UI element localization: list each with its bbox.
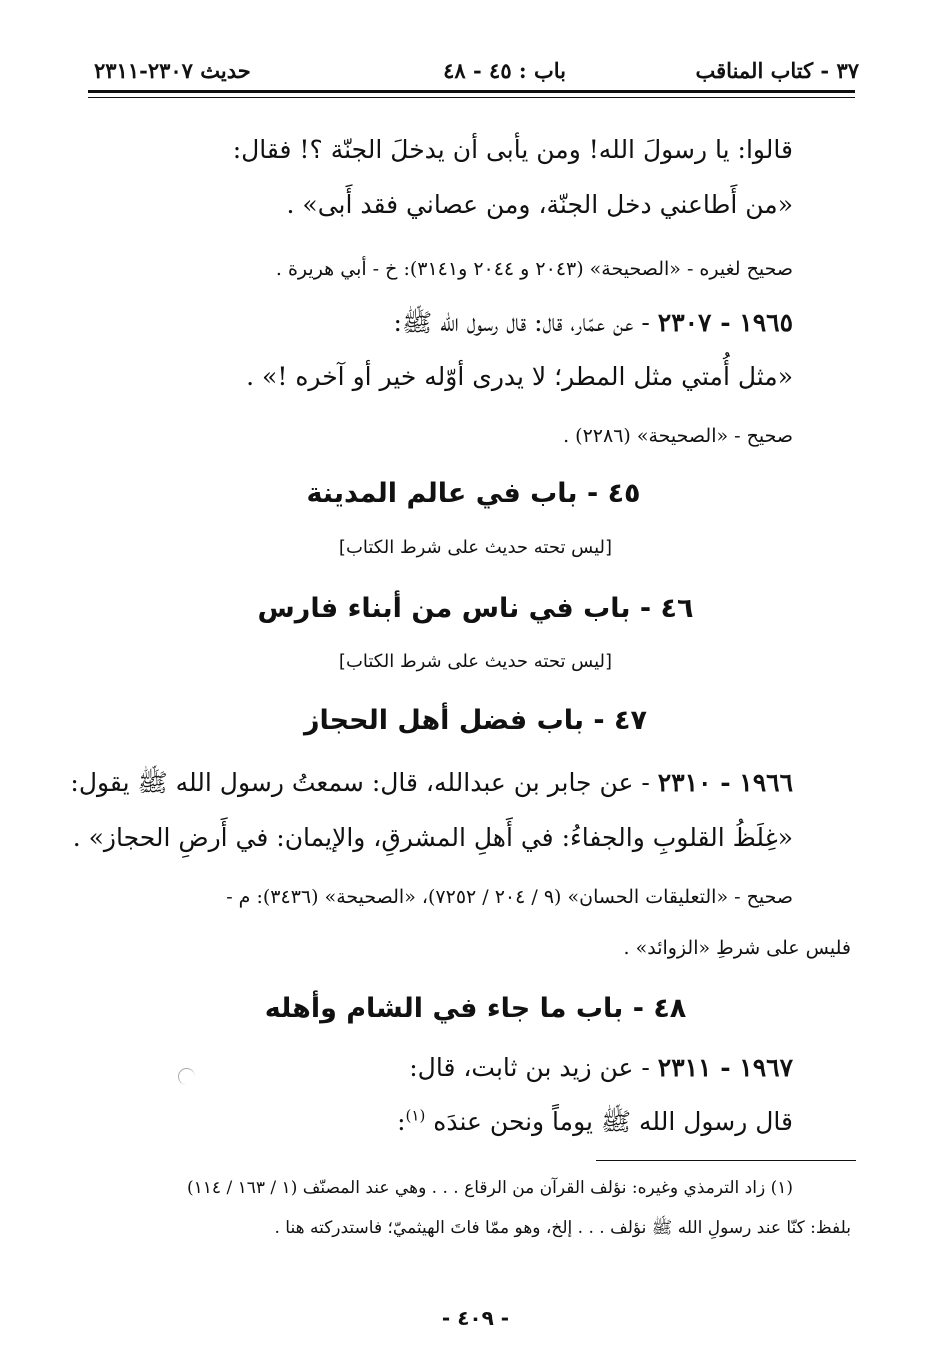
footnote-rule [596,1160,856,1161]
hadith-1966-intro [70,767,793,804]
scan-mark [178,1068,195,1085]
hadith-1967-intro [409,1053,793,1082]
chapter-48-title: ٤٨ - باب ما جاء في الشام وأهله [264,993,687,1024]
hadith-text: قال رسول الله ﷺ يوماً ونحن عندَه [433,1107,793,1136]
page-number: - ٤٠٩ - [441,1306,510,1330]
footnote-line: (١) زاد الترمذي وغيره: نؤلف القرآن من الرقاع . . . وهي عند المصنّف (١ / ١٦٣ / ١١٤) [187,1178,793,1198]
hadith-chain: - عن جابر بن عبدالله، قال: سمعتُ رسول الله ﷺ يقول: [70,768,658,797]
grading-line-continued: فليس على شرطِ «الزوائد» . [623,937,851,959]
grading-line: صحيح لغيره - «الصحيحة» (٢٠٤٣ و ٢٠٤٤ و٣١٤١): خ - أبي هريرة . [275,258,793,280]
header-hadith-range: حديث ٢٣٠٧-٢٣١١ [94,58,251,83]
grading-line: صحيح - «الصحيحة» (٢٢٨٦) . [563,425,793,447]
chapter-45-note: [ليس تحته حديث على شرط الكتاب] [338,537,613,558]
chapter-46-title: ٤٦ - باب في ناس من أبناء فارس [257,593,694,624]
header-rule-thin [88,97,855,98]
header-book-title: ٣٧ - كتاب المناقب [695,58,859,83]
hadith-text-tail: : [397,1107,406,1136]
hadith-1965-intro [394,307,793,344]
text-line: «من أَطاعني دخل الجنّة، ومن عصاني فقد أَبى» . [286,190,793,219]
footnote-line: بلفظ: كنّا عند رسولِ الله ﷺ نؤلف . . . إلخ، وهو ممّا فاتَ الهيثميّ؛ فاستدركته هنا . [274,1218,851,1238]
hadith-chain: - عن عمّار، قال: قال رسول الله ﷺ: [393,308,658,337]
hadith-number: ١٩٦٥ - ٢٣٠٧ [657,308,793,337]
hadith-1965-text: «مثل أُمتي مثل المطر؛ لا يدرى أوّله خير أو آخره !» . [246,362,793,391]
text-line: قالوا: يا رسولَ الله! ومن يأبى أن يدخلَ الجنّة ؟! فقال: [232,135,793,164]
hadith-1966-text: «غِلَظُ القلوبِ والجفاءُ: في أَهلِ المشرقِ، والإيمان: في أَرضِ الحجاز» . [72,823,793,852]
header-rule-thick [88,90,855,93]
hadith-1967-text [397,1106,793,1143]
footnote-reference: (١) [405,1106,426,1125]
hadith-number: ١٩٦٦ - ٢٣١٠ [657,768,793,797]
header-chapter-range: باب : ٤٥ - ٤٨ [443,58,566,83]
chapter-46-note: [ليس تحته حديث على شرط الكتاب] [338,651,613,672]
chapter-47-title: ٤٧ - باب فضل أهل الحجاز [303,705,648,736]
chapter-45-title: ٤٥ - باب في عالم المدينة [306,478,641,509]
hadith-chain: - عن زيد بن ثابت، قال: [409,1053,658,1082]
grading-line: صحيح - «التعليقات الحسان» (٩ / ٢٠٤ / ٧٢٥٢)، «الصحيحة» (٣٤٣٦): م - [226,886,793,908]
hadith-number: ١٩٦٧ - ٢٣١١ [657,1053,793,1082]
